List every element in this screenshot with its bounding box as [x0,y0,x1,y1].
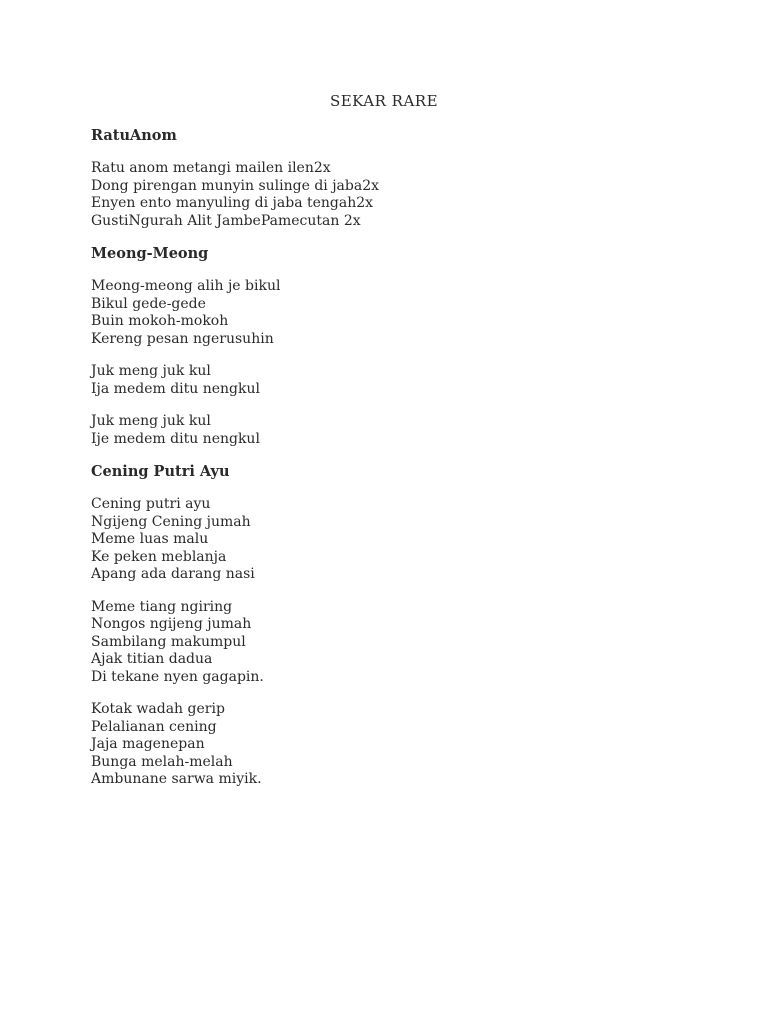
stanza [91,278,691,348]
song-title: Meong-Meong [91,245,209,262]
lyric-line: Meong-meong alih je bikul [91,278,281,294]
lyric-line: Jaja magenepan [91,736,205,752]
lyric-line: Sambilang makumpul [91,633,246,650]
document-title: SEKAR RARE [329,92,439,110]
lyric-line: GustiNgurah Alit JambePamecutan 2x [91,212,361,229]
lyric-line: Bunga melah-melah [91,753,233,770]
lyric-line: Ambunane sarwa miyik. [91,771,262,787]
lyric-line: Juk meng juk kul [91,413,211,429]
lyric-line: Nongos ngijeng jumah [91,616,252,632]
lyric-line: Dong pirengan munyin sulinge di jaba2x [91,177,380,194]
stanza [91,413,691,448]
lyric-line: Kereng pesan ngerusuhin [91,330,274,347]
lyric-line: Di tekane nyen gagapin. [91,668,264,685]
stanza [91,160,691,230]
lyric-line: Juk meng juk kul [91,363,211,379]
lyric-line: Meme tiang ngiring [91,598,233,615]
song-title: Cening Putri Ayu [91,463,230,480]
song-section [91,463,691,789]
lyric-line: Enyen ento manyuling di jaba tengah2x [91,195,374,211]
lyric-line: Ngijeng Cening jumah [91,513,251,530]
stanza [91,363,691,398]
stanza [91,496,691,584]
lyric-line: Cening putri ayu [91,496,211,512]
stanza [91,599,691,687]
lyric-line: Ije medem ditu nengkul [91,430,260,447]
song-section [91,127,691,230]
lyric-line: Ratu anom metangi mailen ilen2x [91,160,331,176]
lyric-line: Apang ada darang nasi [91,566,255,582]
song-title: RatuAnom [91,127,177,144]
lyric-line: Buin mokoh-mokoh [91,313,229,329]
stanza [91,701,691,789]
lyric-line: Pelalianan cening [91,718,217,735]
lyric-line: Bikul gede-gede [91,295,206,312]
lyric-line: Kotak wadah gerip [91,701,225,717]
lyric-line: Ija medem ditu nengkul [91,380,260,397]
song-section [91,245,691,448]
lyric-line: Meme luas malu [91,531,209,547]
document-body [91,127,691,789]
lyric-line: Ajak titian dadua [91,651,213,667]
lyric-line: Ke peken meblanja [91,548,227,565]
